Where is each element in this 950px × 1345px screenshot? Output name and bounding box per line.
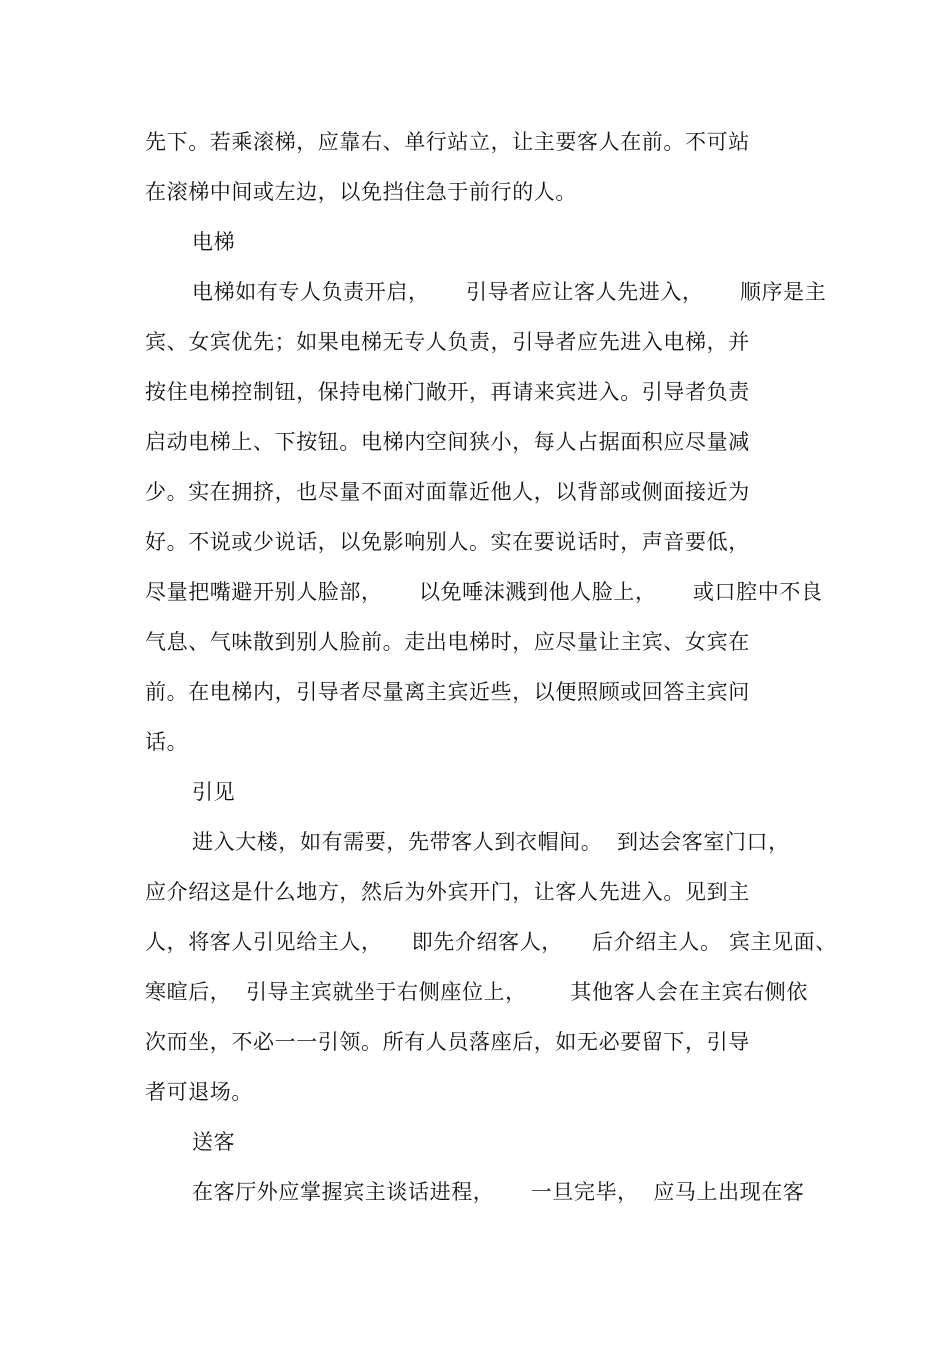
text-line: 前。在电梯内，引导者尽量离主宾近些，以便照顾或回答主宾问 xyxy=(145,680,750,704)
text-line: 气息、气味散到别人脸前。走出电梯时，应尽量让主宾、女宾在 xyxy=(145,630,750,654)
text-line: 按住电梯控制钮，保持电梯门敞开，再请来宾进入。引导者负责 xyxy=(145,380,750,404)
section-heading-introduction: 引见 xyxy=(192,780,236,804)
text-line: 寒暄后， 引导主宾就坐于右侧座位上， 其他客人会在主宾右侧依 xyxy=(145,980,808,1004)
text-line: 应介绍这是什么地方，然后为外宾开门，让客人先进入。见到主 xyxy=(145,880,750,904)
text-line: 电梯如有专人负责开启， 引导者应让客人先进入， 顺序是主 xyxy=(192,280,827,304)
text-line: 启动电梯上、下按钮。电梯内空间狭小，每人占据面积应尽量减 xyxy=(145,430,750,454)
text-line: 进入大楼，如有需要，先带客人到衣帽间。 到达会客室门口， xyxy=(192,830,790,854)
text-line: 人，将客人引见给主人， 即先介绍客人， 后介绍主人。 宾主见面、 xyxy=(145,930,837,954)
text-line: 少。实在拥挤，也尽量不面对面靠近他人，以背部或侧面接近为 xyxy=(145,480,750,504)
text-line: 次而坐，不必一一引领。所有人员落座后，如无必要留下，引导 xyxy=(145,1030,750,1054)
section-heading-seeing-off: 送客 xyxy=(192,1130,236,1154)
text-line: 在客厅外应掌握宾主谈话进程， 一旦完毕， 应马上出现在客 xyxy=(192,1180,805,1204)
text-line: 好。不说或少说话，以免影响别人。实在要说话时，声音要低， xyxy=(145,530,750,554)
text-line: 宾、女宾优先；如果电梯无专人负责，引导者应先进入电梯，并 xyxy=(145,330,750,354)
section-heading-elevator: 电梯 xyxy=(192,230,236,254)
text-line: 先下。若乘滚梯，应靠右、单行站立，让主要客人在前。不可站 xyxy=(145,130,750,154)
text-line: 尽量把嘴避开别人脸部， 以免唾沫溅到他人脸上， 或口腔中不良 xyxy=(145,580,823,604)
text-line: 在滚梯中间或左边，以免挡住急于前行的人。 xyxy=(145,180,577,204)
text-line: 者可退场。 xyxy=(145,1080,253,1104)
text-line: 话。 xyxy=(145,730,189,754)
